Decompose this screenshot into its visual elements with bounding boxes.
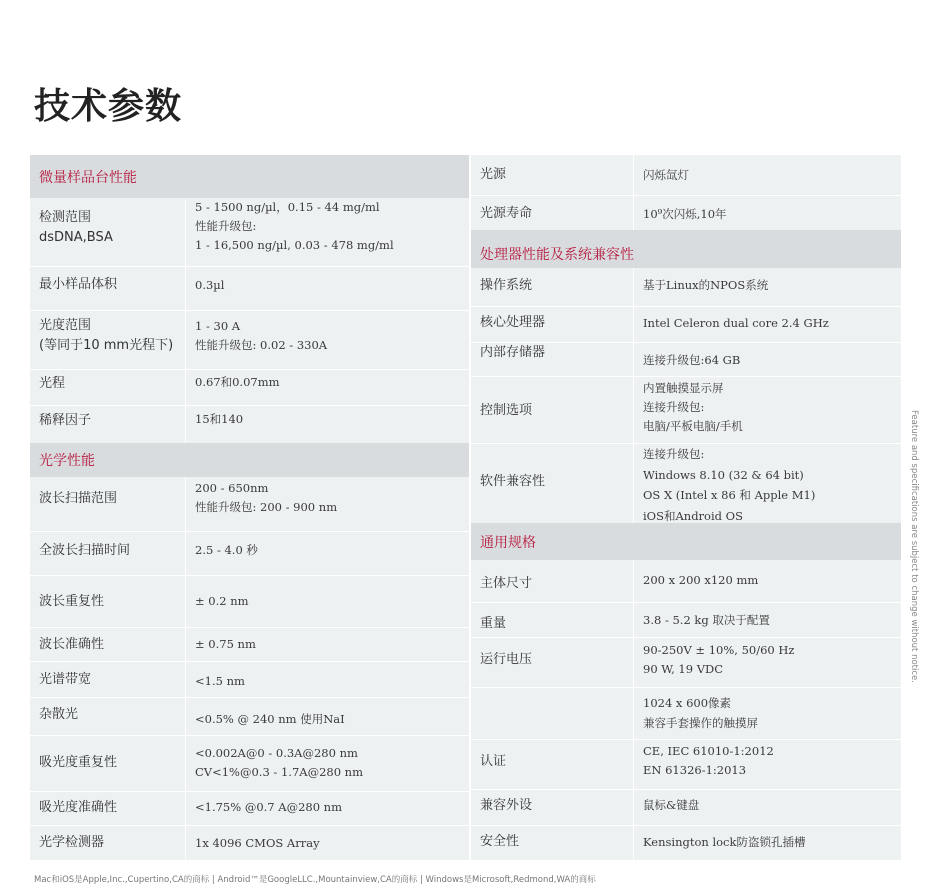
spec-row-detect-range <box>30 198 469 276</box>
spec-row-display <box>471 687 901 739</box>
section-header-optical: 光学性能 <box>30 443 469 477</box>
spec-value: 连接升级包: Windows 8.10 (32 & 64 bit) OS X (Intel x 86 和 Apple M1) iOS和Android OS <box>643 447 816 523</box>
spec-label: 操作系统 <box>480 278 533 293</box>
page-title: 技术参数 <box>34 86 183 127</box>
spec-row-storage <box>471 342 901 376</box>
spec-row-software <box>471 443 901 523</box>
spec-value: 0.67和0.07mm <box>195 375 280 389</box>
spec-value: 2.5 - 4.0 秒 <box>195 543 258 557</box>
spec-row-wl-scan-range <box>30 477 469 531</box>
spec-value: 闪烁氙灯 <box>643 168 689 182</box>
spec-label: 重量 <box>480 616 507 631</box>
spec-table-right <box>471 155 901 860</box>
spec-value: 鼠标&键盘 <box>643 798 700 812</box>
spec-row-dimensions <box>471 560 901 602</box>
spec-value: <1.75% @0.7 A@280 nm <box>195 800 342 814</box>
spec-label: 光学检测器 <box>39 835 105 850</box>
spec-value: 连接升级包:64 GB <box>643 353 741 367</box>
spec-label: 安全性 <box>480 834 520 849</box>
spec-value: 5 - 1500 ng/µl，0.15 - 44 mg/ml 性能升级包: 1 - 16,500 ng/µl, 0.03 - 478 mg/ml <box>195 200 394 252</box>
spec-value: 1x 4096 CMOS Array <box>195 836 320 850</box>
spec-row-os <box>471 268 901 306</box>
spec-label: 杂散光 <box>39 707 79 722</box>
spec-table-left <box>30 155 469 860</box>
spec-label: 光度范围 (等同于10 mm光程下) <box>39 318 174 353</box>
spec-row-bandwidth <box>30 661 469 697</box>
spec-label: 波长重复性 <box>39 594 105 609</box>
spec-row-lamp-life <box>471 195 901 230</box>
spec-value: 10⁹次闪烁,10年 <box>643 207 727 221</box>
spec-row-cert <box>471 739 901 789</box>
spec-value: 0.3µl <box>195 278 225 292</box>
spec-label: 光源寿命 <box>480 206 533 221</box>
spec-row-wl-accuracy <box>30 627 469 661</box>
spec-label: 全波长扫描时间 <box>39 543 131 558</box>
spec-row-detector <box>30 825 469 860</box>
spec-row-wl-repeat <box>30 575 469 627</box>
spec-row-cpu <box>471 306 901 342</box>
spec-label: 吸光度准确性 <box>39 800 118 815</box>
spec-value: 1024 x 600像素 兼容手套操作的触摸屏 <box>643 696 758 730</box>
spec-row-security <box>471 825 901 860</box>
section-header-general: 通用规格 <box>471 523 901 560</box>
spec-value: 15和140 <box>195 412 244 426</box>
spec-value: 90-250V ± 10%, 50/60 Hz 90 W, 19 VDC <box>643 643 795 676</box>
spec-label: 波长扫描范围 <box>39 491 118 506</box>
spec-row-od-range <box>30 310 469 369</box>
spec-label: 光谱带宽 <box>39 672 92 687</box>
spec-value: <0.002A@0 - 0.3A@280 nm CV<1%@0.3 - 1.7A@280 nm <box>195 746 363 779</box>
spec-value: 基于Linux的NPOS系统 <box>643 278 769 292</box>
side-disclaimer: Feature and specifications are subject to change without notice. <box>909 410 919 683</box>
spec-row-stray-light <box>30 697 469 735</box>
spec-label: 吸光度重复性 <box>39 755 118 770</box>
spec-label: 主体尺寸 <box>480 576 533 591</box>
spec-label: 控制选项 <box>480 403 533 418</box>
spec-label: 内部存储器 <box>480 345 546 360</box>
spec-value: Intel Celeron dual core 2.4 GHz <box>643 316 829 330</box>
spec-label: 认证 <box>480 754 507 769</box>
spec-row-abs-accuracy <box>30 791 469 825</box>
spec-row-full-scan-time <box>30 531 469 575</box>
spec-label: 核心处理器 <box>480 315 546 330</box>
spec-row-abs-repeat <box>30 735 469 791</box>
spec-label: 运行电压 <box>480 652 533 667</box>
spec-label: 波长准确性 <box>39 637 105 652</box>
spec-label: 光程 <box>39 376 66 391</box>
spec-label: 软件兼容性 <box>480 474 546 489</box>
spec-value: 1 - 30 A 性能升级包: 0.02 - 330A <box>195 319 328 352</box>
spec-row-control <box>471 376 901 443</box>
spec-row-peripherals <box>471 789 901 825</box>
spec-value: <1.5 nm <box>195 674 245 688</box>
spec-row-pathlength <box>30 369 469 405</box>
spec-label: 稀释因子 <box>39 413 92 428</box>
footer-trademarks: Mac和iOS是Apple,Inc.,Cupertino,CA的商标 | Android™是GoogleLLC.,Mountainview,CA的商标 | Windows是Microsoft,Redmond,WA的商标 <box>34 875 596 885</box>
spec-row-voltage <box>471 637 901 687</box>
spec-label: 检测范围 dsDNA,BSA <box>39 210 113 245</box>
spec-value: CE, IEC 61010-1:2012 EN 61326-1:2013 <box>643 744 774 777</box>
spec-value: 200 x 200 x120 mm <box>643 573 759 587</box>
section-header-processor: 处理器性能及系统兼容性 <box>471 230 901 268</box>
spec-value: 3.8 - 5.2 kg 取决于配置 <box>643 613 770 627</box>
spec-label: 兼容外设 <box>480 798 533 813</box>
spec-row-weight <box>471 602 901 637</box>
spec-value: ± 0.2 nm <box>195 594 249 608</box>
section-header-micro: 微量样品台性能 <box>30 155 469 198</box>
spec-label: 光源 <box>480 167 507 182</box>
spec-row-light-source <box>471 155 901 195</box>
spec-value: Kensington lock防盗锁孔插槽 <box>643 835 806 849</box>
spec-value: 200 - 650nm 性能升级包: 200 - 900 nm <box>195 481 338 514</box>
spec-value: 内置触摸显示屏 连接升级包: 电脑/平板电脑/手机 <box>643 381 743 433</box>
spec-label: 最小样品体积 <box>39 277 118 292</box>
spec-row-dilution <box>30 405 469 443</box>
spec-value: ± 0.75 nm <box>195 637 256 651</box>
spec-value: <0.5% @ 240 nm 使用NaI <box>195 712 345 726</box>
